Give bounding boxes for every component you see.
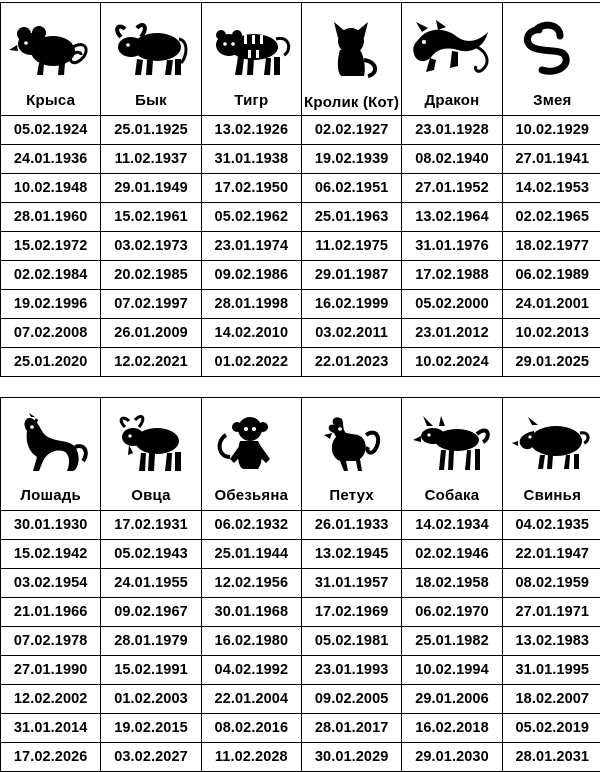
year-cell: 23.01.2012 <box>402 319 502 348</box>
dog-icon <box>402 398 501 488</box>
year-cell: 27.01.1971 <box>502 598 600 627</box>
zodiac-header-rooster <box>301 398 401 511</box>
year-cell: 10.02.2024 <box>402 348 502 377</box>
year-cell: 08.02.1959 <box>502 569 600 598</box>
table-row <box>1 348 600 377</box>
year-cell: 19.02.2015 <box>101 714 201 743</box>
year-cell: 06.02.1989 <box>502 261 600 290</box>
zodiac-name: Лошадь <box>18 488 82 504</box>
zodiac-header-monkey <box>201 398 301 511</box>
year-cell: 29.01.2025 <box>502 348 600 377</box>
year-cell: 03.02.2027 <box>101 743 201 772</box>
year-cell: 28.01.2031 <box>502 743 600 772</box>
zodiac-header-horse <box>1 398 101 511</box>
year-cell: 27.01.1952 <box>402 174 502 203</box>
zodiac-header-tiger <box>201 3 301 116</box>
table-separator <box>0 377 600 395</box>
year-cell: 26.01.1933 <box>301 511 401 540</box>
year-cell: 31.01.2014 <box>1 714 101 743</box>
snake-icon <box>503 3 600 93</box>
year-cell: 05.02.1981 <box>301 627 401 656</box>
year-cell: 04.02.1935 <box>502 511 600 540</box>
table-row <box>1 232 600 261</box>
year-cell: 01.02.2022 <box>201 348 301 377</box>
year-cell: 26.01.2009 <box>101 319 201 348</box>
year-cell: 15.02.1991 <box>101 656 201 685</box>
zodiac-name: Тигр <box>232 93 270 109</box>
cat-icon <box>302 3 401 95</box>
year-cell: 05.02.1962 <box>201 203 301 232</box>
year-cell: 16.02.2018 <box>402 714 502 743</box>
table-row <box>1 685 600 714</box>
year-cell: 12.02.1956 <box>201 569 301 598</box>
table-body <box>1 3 600 377</box>
year-cell: 14.02.1953 <box>502 174 600 203</box>
year-cell: 25.01.1982 <box>402 627 502 656</box>
year-cell: 06.02.1932 <box>201 511 301 540</box>
table-row <box>1 290 600 319</box>
zodiac-header-pig <box>502 398 600 511</box>
table-row <box>1 145 600 174</box>
year-cell: 02.02.1984 <box>1 261 101 290</box>
year-cell: 25.01.1963 <box>301 203 401 232</box>
zodiac-name: Овца <box>129 488 172 504</box>
zodiac-header-snake <box>502 3 600 116</box>
year-cell: 15.02.1972 <box>1 232 101 261</box>
year-cell: 19.02.1939 <box>301 145 401 174</box>
table-row <box>1 116 600 145</box>
year-cell: 27.01.1941 <box>502 145 600 174</box>
table-row <box>1 714 600 743</box>
year-cell: 30.01.1968 <box>201 598 301 627</box>
year-cell: 07.02.1997 <box>101 290 201 319</box>
zodiac-name: Обезьяна <box>212 488 290 504</box>
rooster-icon <box>302 398 401 488</box>
rat-icon <box>1 3 100 93</box>
table-row <box>1 598 600 627</box>
zodiac-name: Змея <box>531 93 573 109</box>
year-cell: 31.01.1976 <box>402 232 502 261</box>
year-cell: 24.01.1936 <box>1 145 101 174</box>
year-cell: 10.02.2013 <box>502 319 600 348</box>
year-cell: 02.02.1946 <box>402 540 502 569</box>
year-cell: 28.01.2017 <box>301 714 401 743</box>
year-cell: 31.01.1995 <box>502 656 600 685</box>
year-cell: 17.02.1969 <box>301 598 401 627</box>
zodiac-name: Петух <box>327 488 376 504</box>
table-body <box>1 398 600 772</box>
year-cell: 09.02.1986 <box>201 261 301 290</box>
year-cell: 10.02.1948 <box>1 174 101 203</box>
table-row <box>1 174 600 203</box>
year-cell: 13.02.1926 <box>201 116 301 145</box>
year-cell: 11.02.2028 <box>201 743 301 772</box>
horse-icon <box>1 398 100 488</box>
zodiac-header-dog <box>402 398 502 511</box>
year-cell: 05.02.2000 <box>402 290 502 319</box>
zodiac-header-ox <box>101 3 201 116</box>
year-cell: 25.01.2020 <box>1 348 101 377</box>
year-cell: 14.02.2010 <box>201 319 301 348</box>
year-cell: 25.01.1944 <box>201 540 301 569</box>
year-cell: 08.02.1940 <box>402 145 502 174</box>
table-row <box>1 261 600 290</box>
year-cell: 13.02.1983 <box>502 627 600 656</box>
zodiac-table-first-half <box>0 2 600 377</box>
table-row <box>1 627 600 656</box>
zodiac-name: Бык <box>133 93 169 109</box>
year-cell: 10.02.1929 <box>502 116 600 145</box>
year-cell: 23.01.1974 <box>201 232 301 261</box>
year-cell: 15.02.1942 <box>1 540 101 569</box>
year-cell: 17.02.1950 <box>201 174 301 203</box>
year-cell: 22.01.2004 <box>201 685 301 714</box>
goat-icon <box>101 398 200 488</box>
year-cell: 10.02.1994 <box>402 656 502 685</box>
year-cell: 16.02.1980 <box>201 627 301 656</box>
year-cell: 11.02.1975 <box>301 232 401 261</box>
year-cell: 12.02.2002 <box>1 685 101 714</box>
year-cell: 19.02.1996 <box>1 290 101 319</box>
year-cell: 31.01.1957 <box>301 569 401 598</box>
year-cell: 03.02.2011 <box>301 319 401 348</box>
year-cell: 29.01.2030 <box>402 743 502 772</box>
year-cell: 09.02.1967 <box>101 598 201 627</box>
zodiac-name: Крыса <box>24 93 77 109</box>
year-cell: 07.02.1978 <box>1 627 101 656</box>
year-cell: 11.02.1937 <box>101 145 201 174</box>
table-row <box>1 743 600 772</box>
year-cell: 06.02.1951 <box>301 174 401 203</box>
year-cell: 17.02.1988 <box>402 261 502 290</box>
year-cell: 13.02.1964 <box>402 203 502 232</box>
year-cell: 15.02.1961 <box>101 203 201 232</box>
year-cell: 24.01.1955 <box>101 569 201 598</box>
table-row <box>1 203 600 232</box>
year-cell: 29.01.1987 <box>301 261 401 290</box>
year-cell: 05.02.2019 <box>502 714 600 743</box>
year-cell: 30.01.2029 <box>301 743 401 772</box>
year-cell: 18.02.1977 <box>502 232 600 261</box>
year-cell: 01.02.2003 <box>101 685 201 714</box>
year-cell: 29.01.2006 <box>402 685 502 714</box>
table-row <box>1 319 600 348</box>
zodiac-table-second-half <box>0 397 600 772</box>
table-row <box>1 540 600 569</box>
zodiac-name: Собака <box>423 488 482 504</box>
year-cell: 29.01.1949 <box>101 174 201 203</box>
zodiac-name: Кролик (Кот) <box>302 95 401 111</box>
year-cell: 03.02.1973 <box>101 232 201 261</box>
year-cell: 28.01.1998 <box>201 290 301 319</box>
year-cell: 14.02.1934 <box>402 511 502 540</box>
zodiac-header-rat <box>1 3 101 116</box>
year-cell: 02.02.1927 <box>301 116 401 145</box>
year-cell: 08.02.2016 <box>201 714 301 743</box>
year-cell: 07.02.2008 <box>1 319 101 348</box>
table-row <box>1 511 600 540</box>
year-cell: 18.02.2007 <box>502 685 600 714</box>
year-cell: 09.02.2005 <box>301 685 401 714</box>
table-row <box>1 569 600 598</box>
year-cell: 17.02.2026 <box>1 743 101 772</box>
year-cell: 28.01.1960 <box>1 203 101 232</box>
zodiac-header-cat <box>301 3 401 116</box>
header-row <box>1 3 600 116</box>
year-cell: 06.02.1970 <box>402 598 502 627</box>
year-cell: 20.02.1985 <box>101 261 201 290</box>
year-cell: 23.01.1993 <box>301 656 401 685</box>
year-cell: 13.02.1945 <box>301 540 401 569</box>
year-cell: 05.02.1943 <box>101 540 201 569</box>
year-cell: 28.01.1979 <box>101 627 201 656</box>
zodiac-name: Свинья <box>522 488 584 504</box>
table-row <box>1 656 600 685</box>
year-cell: 30.01.1930 <box>1 511 101 540</box>
year-cell: 03.02.1954 <box>1 569 101 598</box>
pig-icon <box>503 398 600 488</box>
ox-icon <box>101 3 200 93</box>
year-cell: 27.01.1990 <box>1 656 101 685</box>
dragon-icon <box>402 3 501 93</box>
monkey-icon <box>202 398 301 488</box>
year-cell: 18.02.1958 <box>402 569 502 598</box>
year-cell: 23.01.1928 <box>402 116 502 145</box>
year-cell: 31.01.1938 <box>201 145 301 174</box>
header-row <box>1 398 600 511</box>
year-cell: 04.02.1992 <box>201 656 301 685</box>
zodiac-name: Дракон <box>423 93 482 109</box>
year-cell: 25.01.1925 <box>101 116 201 145</box>
year-cell: 05.02.1924 <box>1 116 101 145</box>
zodiac-header-dragon <box>402 3 502 116</box>
year-cell: 24.01.2001 <box>502 290 600 319</box>
zodiac-years-page <box>0 2 600 767</box>
year-cell: 17.02.1931 <box>101 511 201 540</box>
tiger-icon <box>202 3 301 93</box>
year-cell: 22.01.2023 <box>301 348 401 377</box>
year-cell: 22.01.1947 <box>502 540 600 569</box>
year-cell: 12.02.2021 <box>101 348 201 377</box>
zodiac-header-goat <box>101 398 201 511</box>
year-cell: 21.01.1966 <box>1 598 101 627</box>
year-cell: 16.02.1999 <box>301 290 401 319</box>
year-cell: 02.02.1965 <box>502 203 600 232</box>
